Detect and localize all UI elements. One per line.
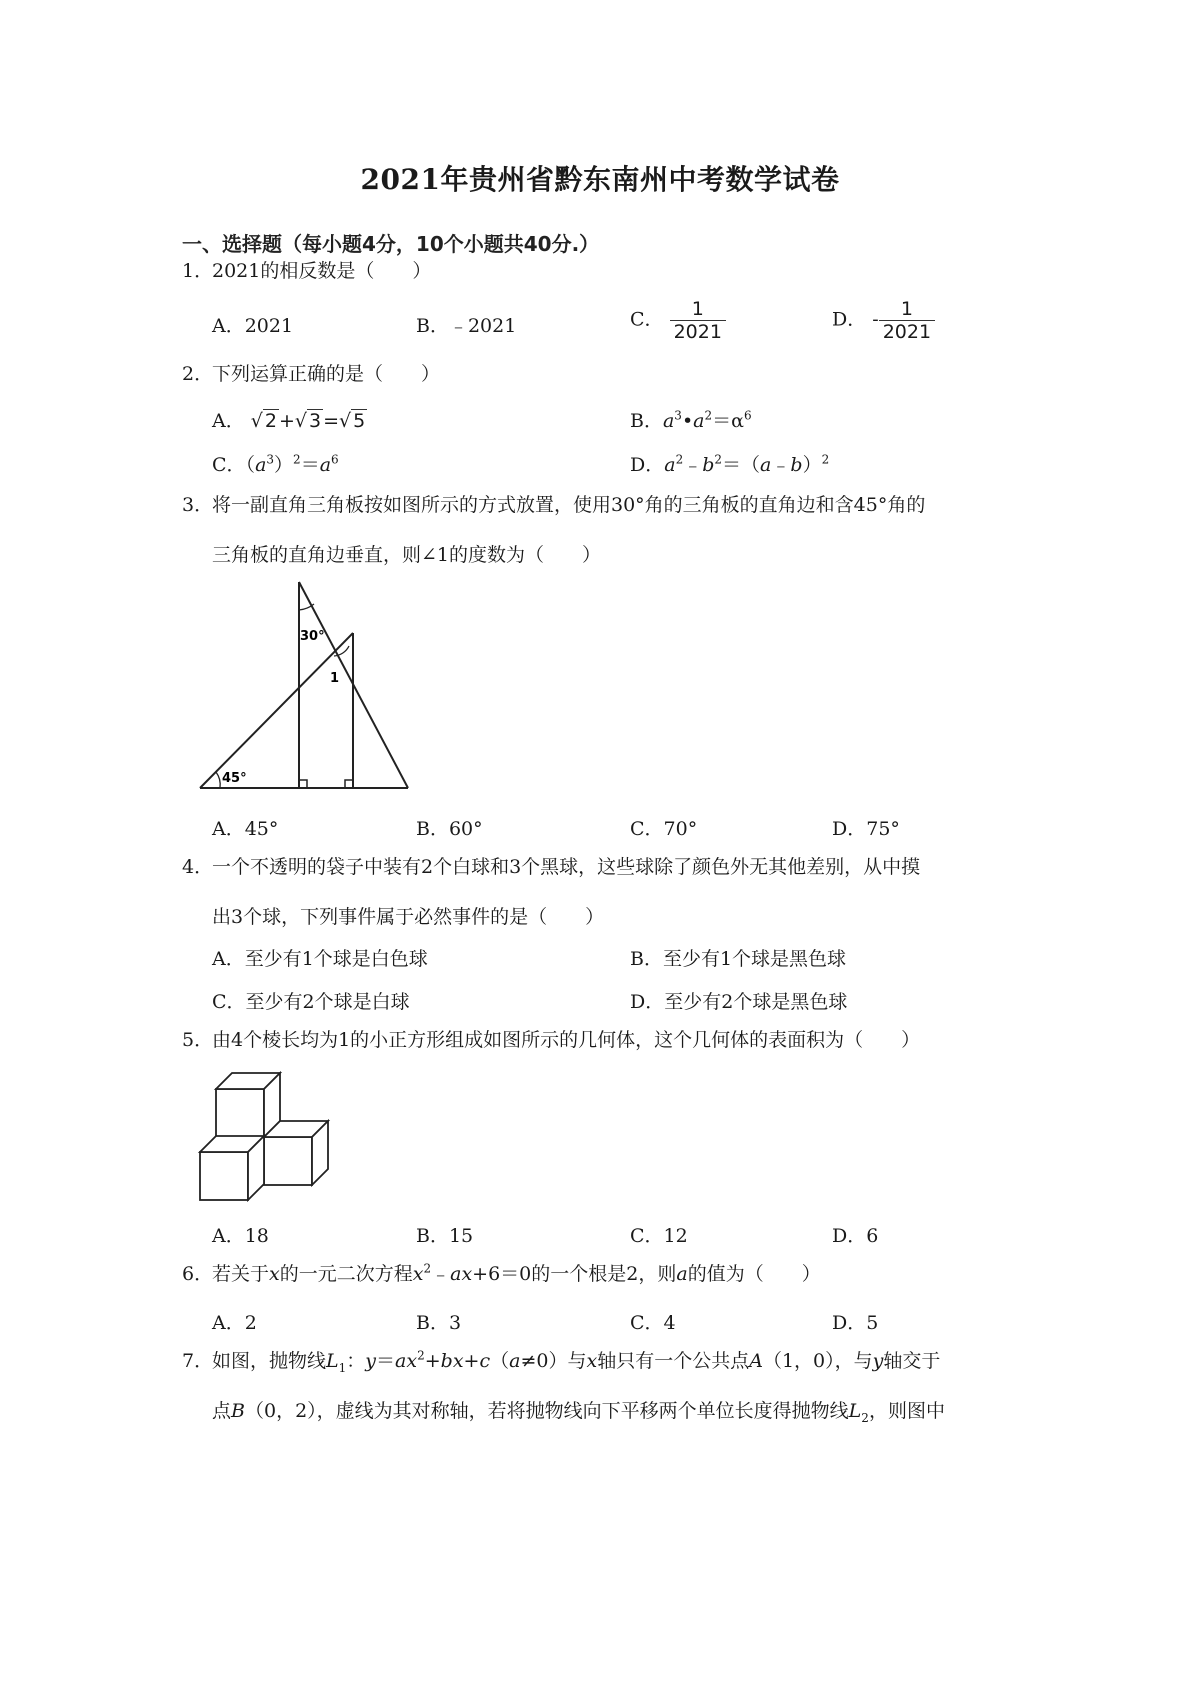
question-2: 2．下列运算正确的是（ ） [182,363,441,385]
q1-option-a[interactable]: A．2021 [212,315,294,337]
page-title: 2021年贵州省黔东南州中考数学试卷 [360,163,840,196]
q3-option-b[interactable]: B．60° [416,818,483,840]
sqrt-expression: √ 2 +√ 3 =√ 5 [250,410,366,432]
label-30: 30° [300,629,325,644]
q5-option-d[interactable]: D．6 [832,1225,879,1247]
q3-option-d[interactable]: D．75° [832,818,900,840]
q5-option-b[interactable]: B．15 [416,1225,474,1247]
q4-option-c[interactable]: C．至少有2个球是白球 [212,991,410,1013]
fraction: $\frac{1}{2021}$ [879,298,935,343]
label-45: 45° [222,771,247,786]
q4-option-a[interactable]: A．至少有1个球是白色球 [212,948,428,970]
q2-option-c[interactable]: C．$(a^3)^2=a^6$ [212,452,339,476]
question-1: 1．2021的相反数是（ ） [182,260,432,282]
question-4: 4．一个不透明的袋子中装有2个白球和3个黑球，这些球除了颜色外无其他差别，从中摸 [182,856,921,878]
q6-option-b[interactable]: B．3 [416,1312,462,1334]
cubes-figure [196,1068,346,1203]
q5-option-a[interactable]: A．18 [212,1225,269,1247]
question-4-cont: 出3个球，下列事件属于必然事件的是（ ） [212,906,605,928]
question-3-cont: 三角板的直角边垂直，则∠1的度数为（ ） [212,544,602,566]
question-5: 5．由4个棱长均为1的小正方形组成如图所示的几何体，这个几何体的表面积为（ ） [182,1029,921,1051]
q4-option-b[interactable]: B．至少有1个球是黑色球 [630,948,847,970]
q1-option-c[interactable]: C． $\frac{1}{2021}$ [630,298,726,343]
question-7: 7．如图，抛物线$L_1$：$y=ax^2+bx+c(a\ne 0)$与x轴只有一个公共点A（1，0），与y轴交于 [182,1348,941,1375]
question-3: 3．将一副直角三角板按如图所示的方式放置，使用30°角的三角板的直角边和含45°角的 [182,494,926,516]
q4-option-d[interactable]: D．至少有2个球是黑色球 [630,991,848,1013]
q1-option-d[interactable]: D． - $\frac{1}{2021}$ [832,298,935,343]
triangle-figure [196,578,456,808]
q3-option-c[interactable]: C．70° [630,818,698,840]
q2-option-a[interactable]: A． √ 2 +√ 3 =√ 5 [212,410,366,432]
section-heading: 一、选择题（每小题4分，10个小题共40分.） [182,232,600,256]
q6-option-d[interactable]: D．5 [832,1312,879,1334]
q3-option-a[interactable]: A．45° [212,818,279,840]
q2-option-b[interactable]: B．$a^3•a^2=\alpha^6$ [630,408,752,432]
fraction: $\frac{1}{2021}$ [670,298,726,343]
label-1: 1 [330,671,340,686]
q2-option-d[interactable]: D．$a^2﹣b^2=(a﹣b)^2$ [630,452,830,476]
question-7-cont: 点B（0，2），虚线为其对称轴，若将抛物线向下平移两个单位长度得抛物线$L_2$，则图中 [212,1400,945,1425]
q1-option-b[interactable]: B．﹣2021 [416,315,517,337]
question-6: 6．若关于x的一元二次方程$x^2﹣ax+6=0$的一个根是2，则a的值为（ ） [182,1261,821,1285]
q5-option-c[interactable]: C．12 [630,1225,688,1247]
q6-option-a[interactable]: A．2 [212,1312,257,1334]
q6-option-c[interactable]: C．4 [630,1312,676,1334]
